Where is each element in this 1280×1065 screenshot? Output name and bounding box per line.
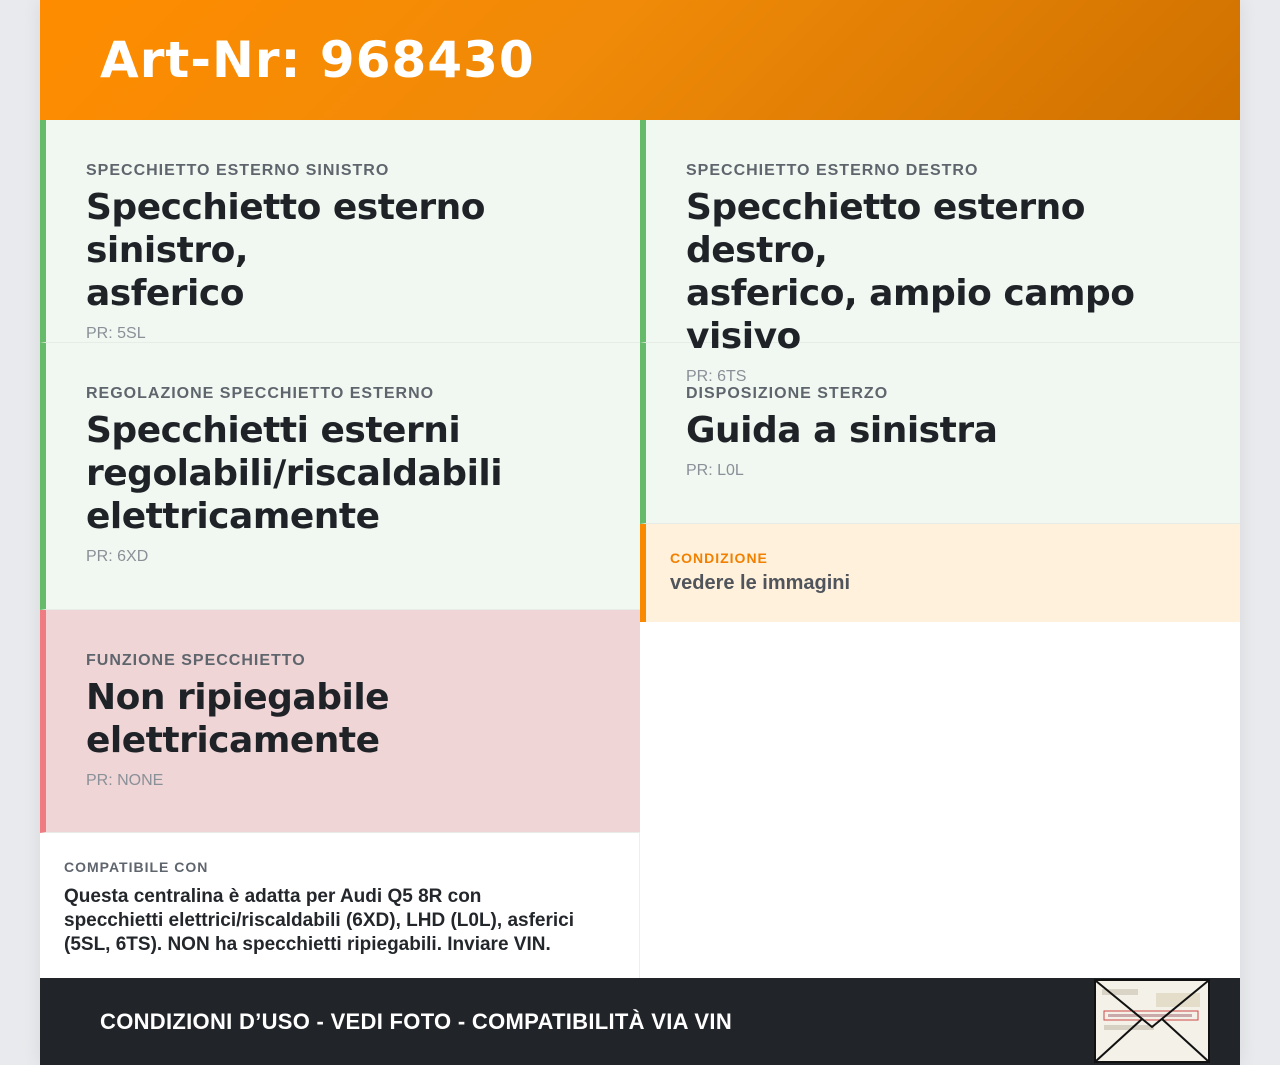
spec-value-line: Guida a sinistra: [686, 410, 998, 451]
spec-value-line: Specchietto esterno sinistro,: [86, 187, 485, 271]
spec-value-line: elettricamente: [86, 496, 380, 537]
pr-code: PR: L0L: [686, 462, 744, 479]
page-header: [40, 0, 1240, 120]
spec-label: SPECCHIETTO ESTERNO DESTRO: [686, 162, 979, 179]
compatibility-box: [40, 833, 640, 978]
article-number-title: Art-Nr: 968430: [100, 31, 535, 89]
spec-value: [86, 409, 600, 538]
spec-column-right: [640, 120, 1240, 622]
spec-value: [686, 409, 1200, 452]
spec-label: FUNZIONE SPECCHIETTO: [86, 652, 306, 669]
spec-value-line: Non ripiegabile: [86, 677, 390, 718]
envelope-thumbnail-graphic: [1096, 981, 1208, 1061]
pr-code: PR: NONE: [86, 772, 164, 789]
pr-code: PR: 6XD: [86, 548, 149, 565]
spec-value-line: asferico, ampio campo visivo: [686, 273, 1135, 357]
spec-value-line: regolabili/riscaldabili: [86, 453, 503, 494]
pr-code: PR: 5SL: [86, 325, 146, 342]
product-sheet: [40, 0, 1240, 1065]
spec-card-mirror-adjust: [40, 343, 640, 610]
spec-card-mirror-right: [640, 120, 1240, 385]
spec-card-mirror-function: [40, 610, 640, 833]
spec-value-line: Specchietti esterni: [86, 410, 461, 451]
spec-label: SPECCHIETTO ESTERNO SINISTRO: [86, 162, 390, 179]
condition-label: CONDIZIONE: [670, 550, 768, 566]
spec-grid: [40, 120, 1240, 978]
page-footer: [40, 978, 1240, 1065]
spec-label: DISPOSIZIONE STERZO: [686, 385, 889, 402]
spec-value: [686, 186, 1200, 358]
envelope-icon[interactable]: [1094, 979, 1210, 1063]
compatibility-text: [64, 885, 615, 957]
pr-code: PR: 6TS: [686, 368, 747, 385]
compatibility-line: Questa centralina è adatta per Audi Q5 8R con: [64, 886, 482, 907]
spec-value-line: Specchietto esterno destro,: [686, 187, 1085, 271]
compatibility-line: (5SL, 6TS). NON ha specchietti ripiegabili. Inviare VIN.: [64, 934, 551, 955]
compatibility-line: specchietti elettrici/riscaldabili (6XD), LHD (L0L), asferici: [64, 910, 574, 931]
spec-value-line: asferico: [86, 273, 244, 314]
spec-value-line: elettricamente: [86, 720, 380, 761]
condition-box: [640, 524, 1240, 622]
spec-column-left: [40, 120, 640, 978]
condition-text: vedere le immagini: [670, 572, 851, 594]
spec-value: [86, 676, 600, 762]
spec-value: [86, 186, 600, 315]
footer-text: CONDIZIONI D’USO - VEDI FOTO - COMPATIBILITÀ VIA VIN: [100, 1008, 733, 1034]
spec-label: REGOLAZIONE SPECCHIETTO ESTERNO: [86, 385, 435, 402]
spec-card-mirror-left: [40, 120, 640, 343]
compatibility-label: COMPATIBILE CON: [64, 859, 209, 875]
